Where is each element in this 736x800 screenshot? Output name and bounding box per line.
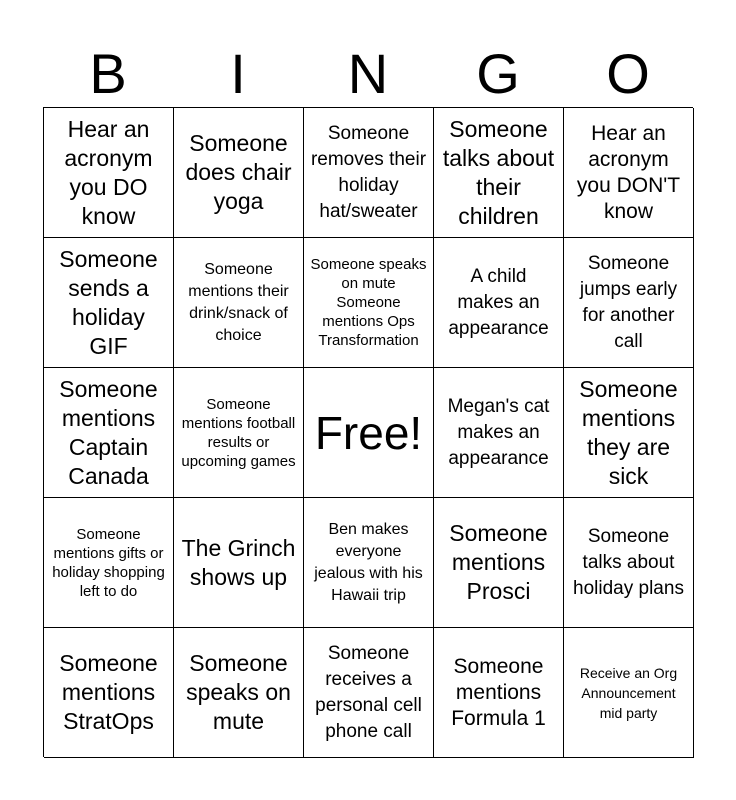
bingo-cell[interactable] [44, 498, 174, 628]
header-letter-o: O [606, 42, 650, 105]
free-space[interactable] [304, 368, 434, 498]
bingo-cell[interactable] [564, 498, 694, 628]
bingo-cell[interactable] [564, 108, 694, 238]
cell-text: Someone removes their holiday hat/sweater [310, 122, 427, 222]
cell-text: Someone mentions gifts or holiday shopping left to do [52, 525, 165, 600]
cell-text: Receive an Org Announcement mid party [579, 664, 678, 721]
cell-text: Someone talks about their children [442, 115, 555, 229]
cell-text: Someone mentions they are sick [579, 375, 678, 489]
cell-text: Someone mentions Captain Canada [59, 375, 158, 489]
header-letter-i: I [230, 42, 246, 105]
cell-text: Hear an acronym you DO know [64, 115, 153, 229]
bingo-cell[interactable] [44, 108, 174, 238]
bingo-cell[interactable] [434, 368, 564, 498]
cell-text: Megan's cat makes an appearance [447, 395, 550, 469]
bingo-board [43, 107, 693, 757]
bingo-cell[interactable] [174, 498, 304, 628]
bingo-cell[interactable] [174, 108, 304, 238]
bingo-cell[interactable] [564, 238, 694, 368]
bingo-cell[interactable] [174, 368, 304, 498]
cell-text: Someone sends a holiday GIF [59, 245, 158, 359]
bingo-cell[interactable] [304, 628, 434, 758]
cell-text: Someone jumps early for another call [579, 252, 678, 352]
cell-text: Someone mentions Prosci [449, 520, 548, 604]
cell-text: The Grinch shows up [181, 534, 296, 590]
bingo-cell[interactable] [44, 628, 174, 758]
header-letter-g: G [476, 42, 520, 105]
cell-text: Someone does chair yoga [185, 130, 292, 214]
cell-text: Someone mentions StratOps [59, 650, 158, 734]
bingo-cell[interactable] [304, 498, 434, 628]
cell-text: Someone speaks on mute [186, 650, 291, 734]
bingo-cell[interactable] [434, 238, 564, 368]
cell-text: Ben makes everyone jealous with his Hawaii trip [314, 520, 423, 604]
bingo-header [43, 40, 693, 108]
cell-text: Someone mentions Formula 1 [451, 654, 546, 730]
bingo-cell[interactable] [174, 238, 304, 368]
cell-text: Free! [314, 406, 423, 459]
cell-text: Someone mentions their drink/snack of choice [188, 260, 289, 344]
header-letter-b: B [89, 42, 127, 105]
bingo-cell[interactable] [44, 368, 174, 498]
cell-text: Someone talks about holiday plans [573, 525, 684, 599]
bingo-cell[interactable] [564, 368, 694, 498]
bingo-cell[interactable] [304, 108, 434, 238]
bingo-cell[interactable] [304, 238, 434, 368]
cell-text: A child makes an appearance [448, 265, 549, 339]
cell-text: Someone receives a personal cell phone call [315, 642, 422, 742]
cell-text: Someone speaks on mute Someone mentions Ops Transformation [310, 256, 427, 349]
bingo-cell[interactable] [434, 628, 564, 758]
bingo-cell[interactable] [44, 238, 174, 368]
bingo-cell[interactable] [174, 628, 304, 758]
cell-text: Someone mentions football results or upcoming games [181, 395, 296, 470]
bingo-cell[interactable] [434, 498, 564, 628]
bingo-cell[interactable] [564, 628, 694, 758]
header-letter-n: N [347, 42, 389, 105]
cell-text: Hear an acronym you DON'T know [576, 121, 681, 223]
bingo-cell[interactable] [434, 108, 564, 238]
